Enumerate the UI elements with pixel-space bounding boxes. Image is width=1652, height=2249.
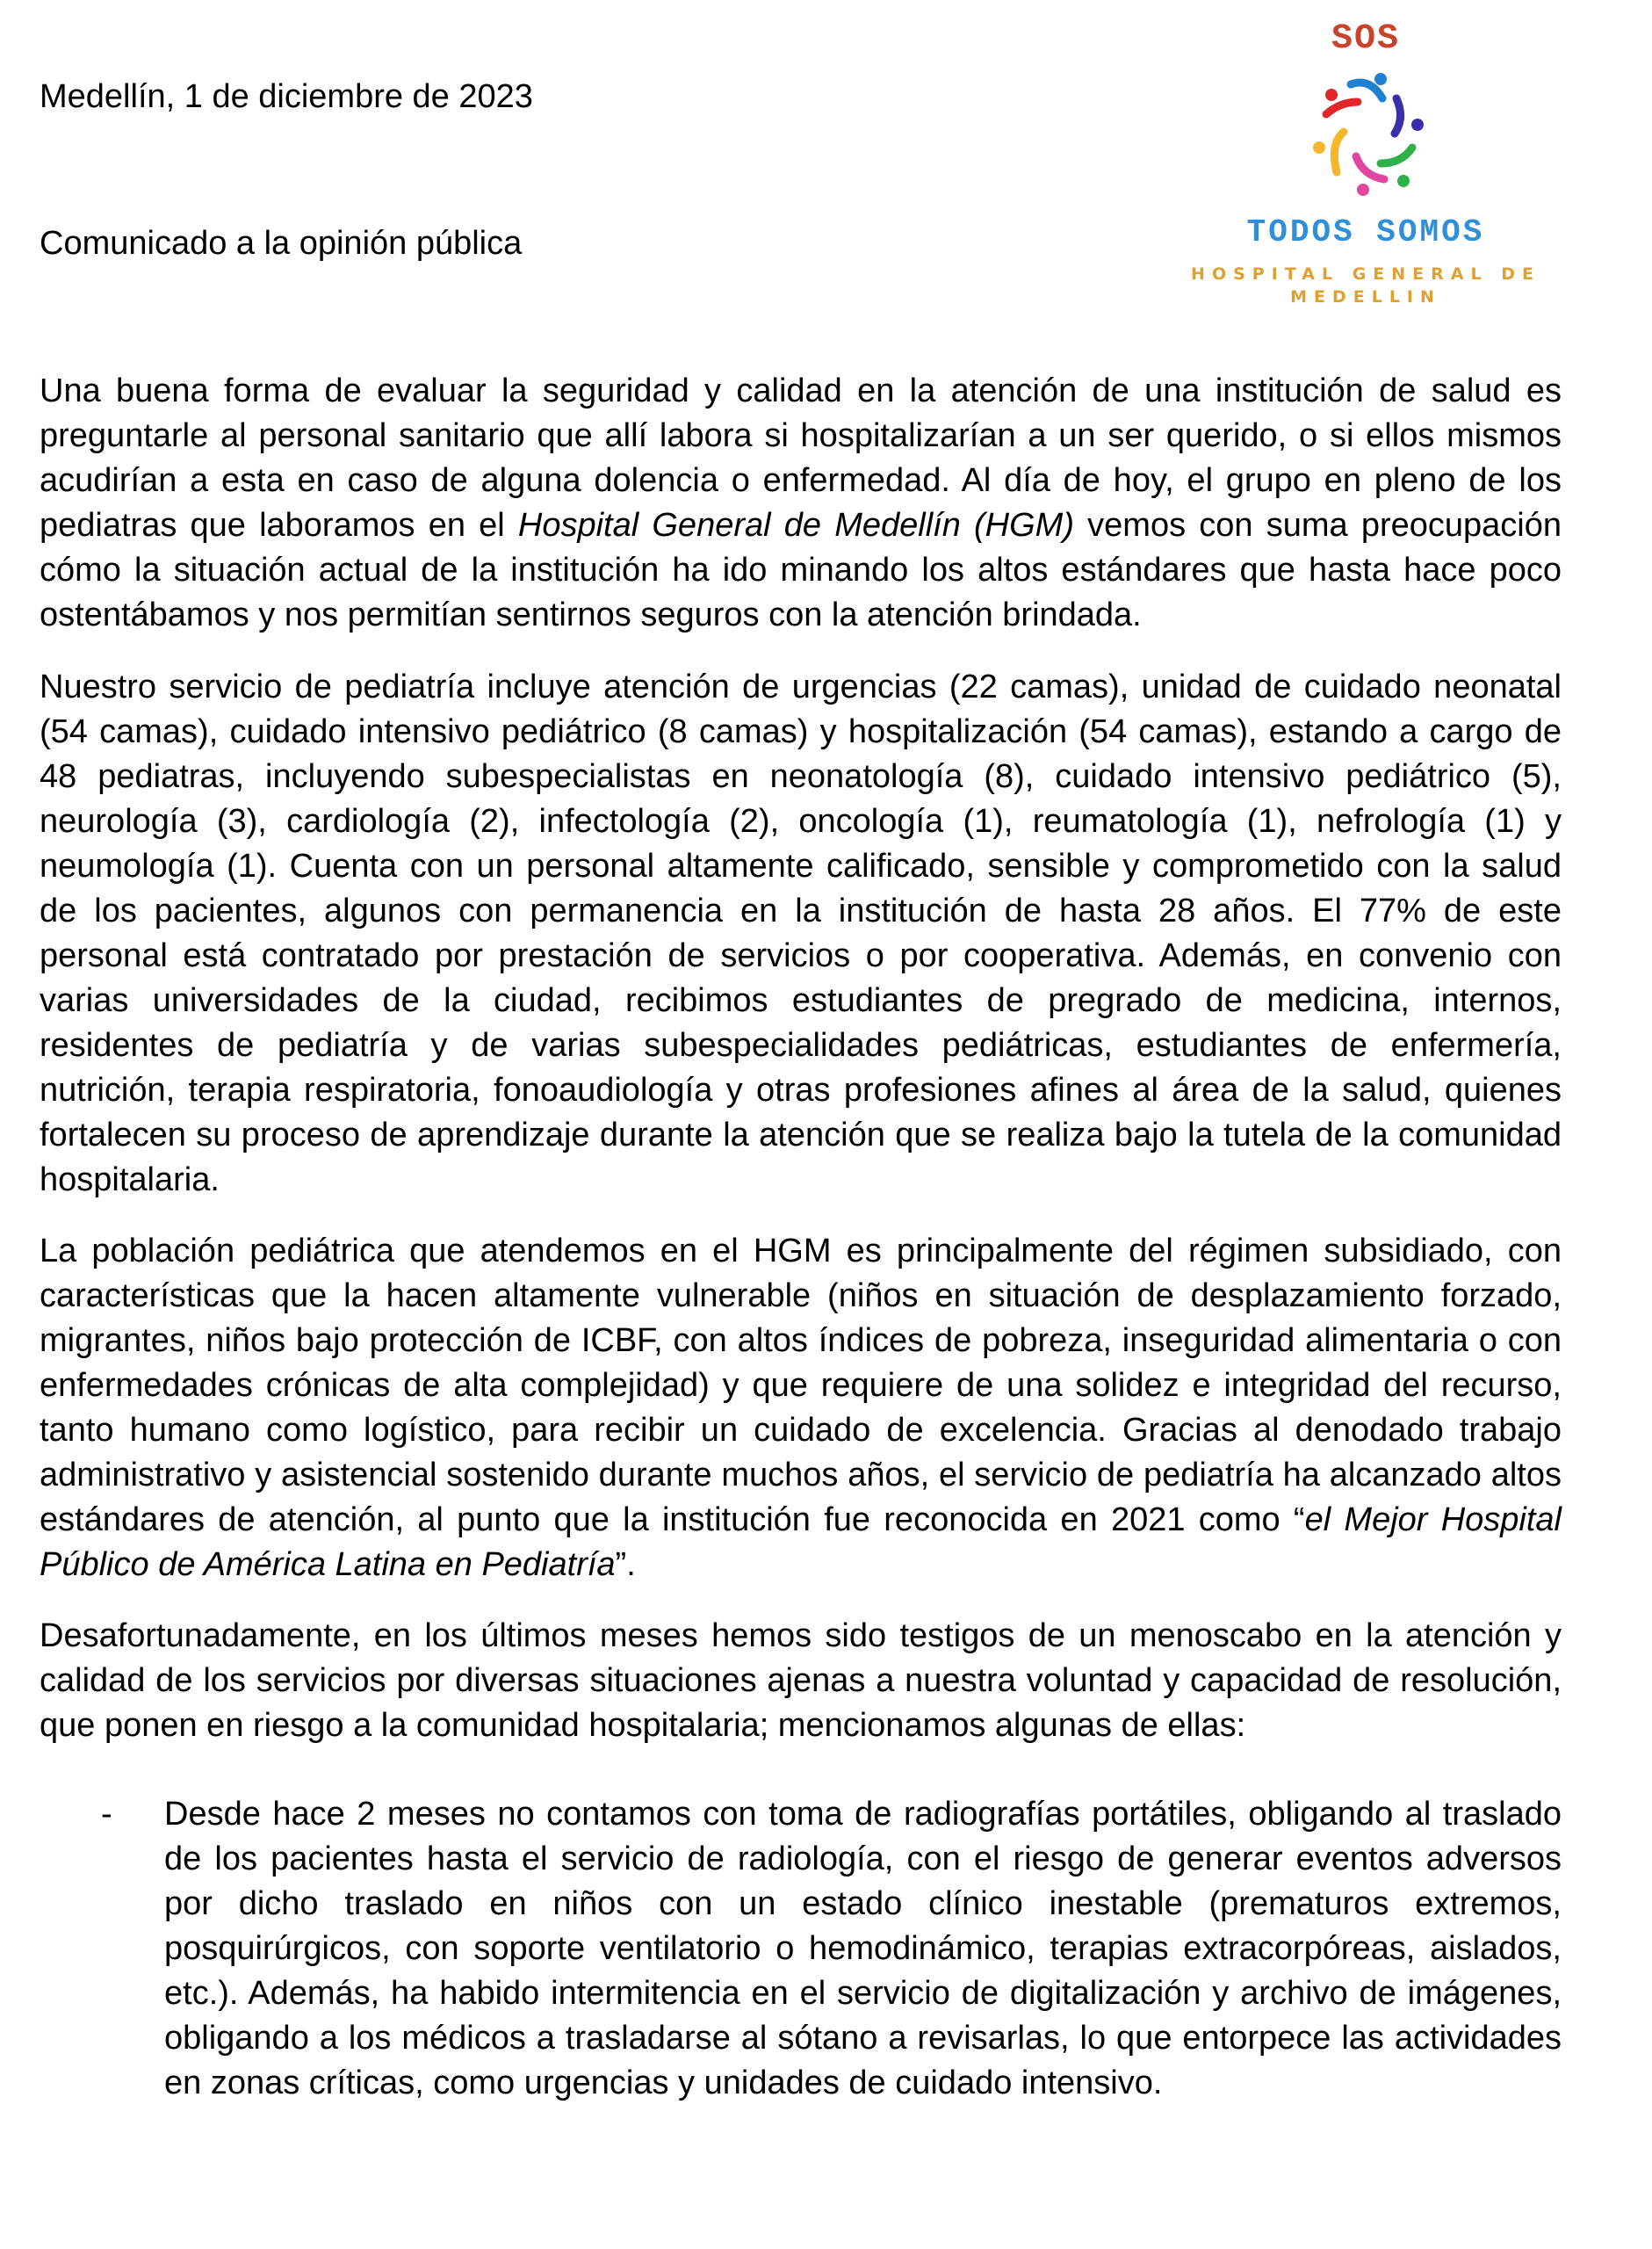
paragraph-text: La población pediátrica que atendemos en el HGM es principalmente del régimen subsidiado, con características que la hacen altamente vulnerable (niños en situación de desplazamiento forzado, migrantes, niños bajo protección de ICBF, con altos índices de pobreza, inseguridad alimentaria o con enfermedades crónicas de alta complejidad) y que requiere de una solidez e integridad del recurso, tanto humano como logístico, para recibir un cuidado de excelencia. Gracias al denodado trabajo administrativo y asistencial sostenido durante muchos años, el servicio de pediatría ha alcanzado altos estándares de atención, al punto que la institución fue reconocida en 2021 como “ bbox=[40, 1233, 1562, 1538]
hospital-name-italic: Hospital General de Medellín (HGM) bbox=[517, 507, 1074, 544]
people-circle-icon bbox=[1309, 69, 1432, 200]
list-item-text: Desde hace 2 meses no contamos con toma de radiografías portátiles, obligando al traslado de los pacientes hasta el servicio de radiología, con el riesgo de generar eventos adversos por dicho traslado en niños con un estado clínico inestable (prematuros extremos, posquirúrgicos, con soporte ventilatorio o hemodinámico, terapias extracorpóreas, aislados, etc.). Además, ha habido intermitencia en el servicio de digitalización y archivo de imágenes, obligando a los médicos a trasladarse al sótano a revisarlas, lo que entorpece las actividades en zonas críticas, como urgencias y unidades de cuidado intensivo. bbox=[164, 1796, 1562, 2101]
letter-body bbox=[40, 369, 1562, 2106]
organization-logo bbox=[1168, 9, 1563, 316]
logo-sos-text: SOS bbox=[1331, 19, 1400, 59]
list-item bbox=[40, 1792, 1562, 2106]
award-title-italic: el Mejor Hospital Público de América Latina en Pediatría bbox=[40, 1501, 1562, 1583]
paragraph-intro bbox=[40, 369, 1562, 638]
paragraph-population bbox=[40, 1229, 1562, 1587]
paragraph-text: ”. bbox=[615, 1546, 636, 1583]
document-subject: Comunicado a la opinión pública bbox=[40, 225, 523, 262]
logo-todos-somos-text: TODOS SOMOS bbox=[1246, 214, 1485, 250]
paragraph-concerns-intro: Desafortunadamente, en los últimos meses hemos sido testigos de un menoscabo en la atención y calidad de los servicios por diversas situaciones ajenas a nuestra voluntad y capacidad de resolución, que ponen en riesgo a la comunidad hospitalaria; mencionamos algunas de ellas: bbox=[40, 1617, 1562, 1744]
logo-hospital-name-line1: HOSPITAL GENERAL DE bbox=[1191, 264, 1540, 284]
logo-hospital-name-line2: MEDELLIN bbox=[1290, 287, 1441, 307]
paragraph-text: vemos con suma preocupación cómo la situación actual de la institución ha ido minando los altos estándares que hasta hace poco ostentábamos y nos permitían sentirnos seguros con la atención brindada. bbox=[40, 507, 1562, 633]
dash-bullet-icon: - bbox=[101, 1796, 112, 1833]
document-date: Medellín, 1 de diciembre de 2023 bbox=[40, 78, 533, 115]
concerns-list bbox=[40, 1792, 1562, 2106]
paragraph-service-description: Nuestro servicio de pediatría incluye atención de urgencias (22 camas), unidad de cuidado neonatal (54 camas), cuidado intensivo pediátrico (8 camas) y hospitalización (54 camas), estando a cargo de 48 pediatras, incluyendo subespecialistas en neonatología (8), cuidado intensivo pediátrico (5), neurología (3), cardiología (2), infectología (2), oncología (1), reumatología (1), nefrología (1) y neumología (1). Cuenta con un personal altamente calificado, sensible y comprometido con la salud de los pacientes, algunos con permanencia en la institución de hasta 28 años. El 77% de este personal está contratado por prestación de servicios o por cooperativa. Además, en convenio con varias universidades de la ciudad, recibimos estudiantes de pregrado de medicina, internos, residentes de pediatría y de varias subespecialidades pediátricas, estudiantes de enfermería, nutrición, terapia respiratoria, fonoaudiología y otras profesiones afines al área de la salud, quienes fortalecen su proceso de aprendizaje durante la atención que se realiza bajo la tutela de la comunidad hospitalaria. bbox=[40, 669, 1562, 1198]
paragraph-text: Una buena forma de evaluar la seguridad y calidad en la atención de una institución de salud es preguntarle al personal sanitario que allí labora si hospitalizarían a un ser querido, o si ellos mismos acudirían a esta en caso de alguna dolencia o enfermedad. Al día de hoy, el grupo en pleno de los pediatras que laboramos en el bbox=[40, 372, 1562, 544]
